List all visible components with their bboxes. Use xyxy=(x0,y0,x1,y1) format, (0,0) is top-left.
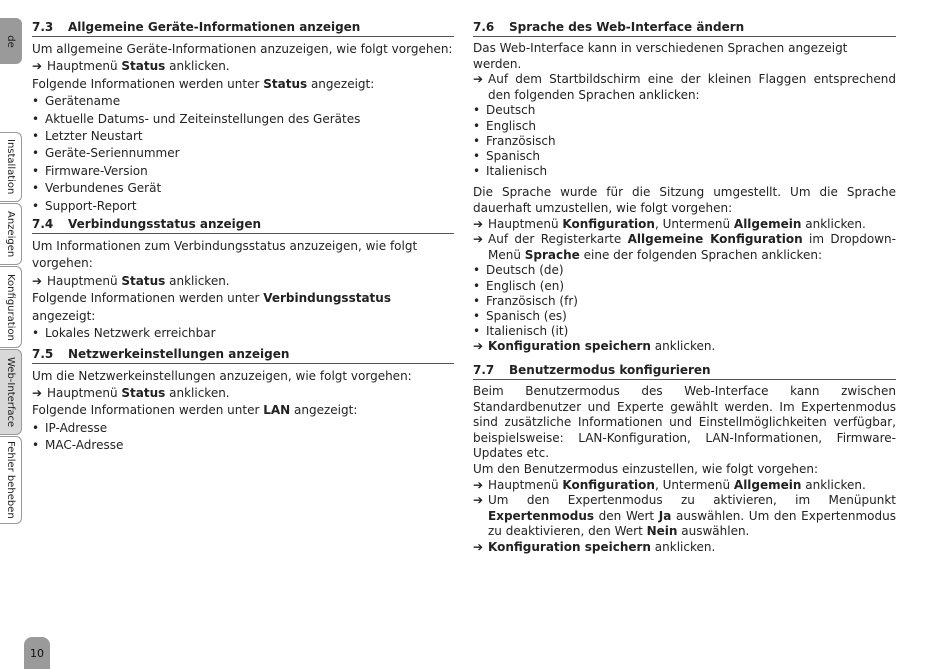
tab-konfiguration-label: Konfiguration xyxy=(5,273,16,341)
list-item: • Englisch xyxy=(473,119,896,134)
section-7-6 xyxy=(473,20,896,355)
tab-anzeigen-label: Anzeigen xyxy=(5,210,16,258)
list-item: • Französisch xyxy=(473,134,896,149)
tab-web-interface-label: Web-Interface xyxy=(5,356,16,428)
list-item: • Spanisch (es) xyxy=(473,309,896,324)
follow-text: Folgende Informationen werden unter Status angezeigt: xyxy=(32,76,375,91)
list-item: • Französisch (fr) xyxy=(473,294,896,309)
step-text: Um den Expertenmodus zu aktivieren, im Menüpunkt Expertenmodus den Wert Ja auswählen. Um den Expertenmodus zu deaktivieren, den Wert Nein auswählen. xyxy=(488,493,896,539)
list-item: • Italienisch xyxy=(473,164,896,179)
section-title: Verbindungsstatus anzeigen xyxy=(68,217,262,232)
instruction-step xyxy=(32,385,454,402)
tab-installation-label: Installation xyxy=(5,139,16,195)
instruction-step xyxy=(473,540,896,556)
list-item: • IP-Adresse xyxy=(32,420,454,437)
language-tab-label: de xyxy=(5,34,16,48)
arrow-right-icon: ➔ xyxy=(473,216,484,231)
instruction-step xyxy=(473,72,896,103)
arrow-right-icon: ➔ xyxy=(32,59,43,74)
tab-installation[interactable] xyxy=(0,132,22,202)
body-text: Die Sprache wurde für die Sitzung umgestellt. Um die Sprache dauerhaft umzustellen, wie folgt vorgehen: xyxy=(473,185,896,215)
list-item: • Lokales Netzwerk erreichbar xyxy=(32,325,454,342)
info-list xyxy=(32,325,454,342)
step-text: Auf der Registerkarte Allgemeine Konfiguration im Dropdown-Menü Sprache eine der folgenden Sprachen anklicken: xyxy=(488,232,896,262)
section-title: Allgemeine Geräte-Informationen anzeigen xyxy=(68,20,361,34)
language-code-list xyxy=(473,263,896,339)
list-item: • Englisch (en) xyxy=(473,279,896,294)
intro-text: Um den Benutzermodus einzustellen, wie folgt vorgehen: xyxy=(473,461,818,476)
body-text: Beim Benutzermodus des Web-Interface kann zwischen Standardbenutzer und Experte gewählt werden. Im Expertenmodus sind zusätzliche Informationen und Einstellmöglichkeiten verfügbar, beispielsweise: LAN-Konfiguration, LAN-Informationen, Firmware-Updates etc. xyxy=(473,383,896,461)
section-title: Benutzermodus konfigurieren xyxy=(509,362,711,377)
step-text: Auf dem Startbildschirm eine der kleinen Flaggen entsprechend den folgenden Sprachen anklicken: xyxy=(488,72,896,102)
section-number: 7.3 xyxy=(32,20,54,34)
language-list xyxy=(473,103,896,179)
step-text: Hauptmenü Status anklicken. xyxy=(47,59,230,74)
list-item: • Support-Report xyxy=(32,198,454,215)
arrow-right-icon: ➔ xyxy=(473,477,484,492)
section-number: 7.6 xyxy=(473,20,495,34)
section-heading xyxy=(32,347,454,364)
instruction-step xyxy=(473,493,896,540)
step-text: Hauptmenü Status anklicken. xyxy=(47,273,230,288)
section-heading xyxy=(473,20,896,37)
info-list xyxy=(32,93,454,215)
instruction-step xyxy=(32,273,454,290)
section-title: Netzwerkeinstellungen anzeigen xyxy=(68,346,290,361)
right-column xyxy=(473,20,896,556)
list-item: • Gerätename xyxy=(32,93,454,110)
section-number: 7.4 xyxy=(32,217,54,232)
step-text: Hauptmenü Konfiguration, Untermenü Allgemein anklicken. xyxy=(488,216,866,231)
follow-text: Folgende Informationen werden unter Verbindungsstatus angezeigt: xyxy=(32,291,391,323)
section-number: 7.5 xyxy=(32,346,54,361)
list-item: • Spanisch xyxy=(473,149,896,164)
tab-fehler-beheben-label: Fehler beheben xyxy=(5,441,16,519)
list-item: • Aktuelle Datums- und Zeiteinstellungen des Gerätes xyxy=(32,111,454,128)
tab-web-interface[interactable] xyxy=(0,349,22,435)
section-7-5 xyxy=(32,347,454,455)
arrow-right-icon: ➔ xyxy=(473,72,484,87)
arrow-right-icon: ➔ xyxy=(473,493,484,508)
step-text: Hauptmenü Status anklicken. xyxy=(47,385,230,400)
arrow-right-icon: ➔ xyxy=(32,273,43,288)
intro-text: Das Web-Interface kann in verschiedenen Sprachen angezeigt werden. xyxy=(473,41,848,71)
list-item: • Deutsch xyxy=(473,103,896,118)
list-item: • Verbundenes Gerät xyxy=(32,180,454,197)
list-item: • Italienisch (it) xyxy=(473,324,896,339)
tab-fehler-beheben[interactable] xyxy=(0,436,22,524)
list-item: • Letzter Neustart xyxy=(32,128,454,145)
left-column xyxy=(32,20,454,455)
tab-konfiguration[interactable] xyxy=(0,266,22,348)
section-heading xyxy=(473,363,896,380)
tab-anzeigen[interactable] xyxy=(0,203,22,265)
info-list xyxy=(32,420,454,455)
step-text: Hauptmenü Konfiguration, Untermenü Allgemein anklicken. xyxy=(488,477,866,492)
side-tabs xyxy=(0,0,24,669)
section-number: 7.7 xyxy=(473,362,495,377)
page-number: 10 xyxy=(24,637,50,669)
section-7-3 xyxy=(32,20,454,215)
section-7-4 xyxy=(32,217,454,342)
section-heading xyxy=(32,217,454,234)
step-text: Konfiguration speichern anklicken. xyxy=(488,539,716,554)
arrow-right-icon: ➔ xyxy=(473,339,484,354)
list-item: • Firmware-Version xyxy=(32,163,454,180)
instruction-step xyxy=(32,58,454,75)
list-item: • MAC-Adresse xyxy=(32,437,454,454)
intro-text: Um Informationen zum Verbindungsstatus anzuzeigen, wie folgt vorgehen: xyxy=(32,239,418,271)
intro-text: Um allgemeine Geräte-Informationen anzuzeigen, wie folgt vorgehen: xyxy=(32,42,453,56)
arrow-right-icon: ➔ xyxy=(473,539,484,554)
section-title: Sprache des Web-Interface ändern xyxy=(509,20,745,34)
section-7-7 xyxy=(473,363,896,556)
list-item: • Geräte-Seriennummer xyxy=(32,145,454,162)
language-tab[interactable] xyxy=(0,18,22,64)
step-text: Konfiguration speichern anklicken. xyxy=(488,339,716,354)
arrow-right-icon: ➔ xyxy=(32,385,43,400)
list-item: • Deutsch (de) xyxy=(473,263,896,278)
section-heading xyxy=(32,20,454,37)
instruction-step xyxy=(473,339,896,355)
follow-text: Folgende Informationen werden unter LAN angezeigt: xyxy=(32,403,358,418)
arrow-right-icon: ➔ xyxy=(473,232,484,247)
instruction-step xyxy=(473,232,896,263)
instruction-step xyxy=(473,478,896,494)
instruction-step xyxy=(473,217,896,233)
intro-text: Um die Netzwerkeinstellungen anzuzeigen, wie folgt vorgehen: xyxy=(32,368,412,383)
